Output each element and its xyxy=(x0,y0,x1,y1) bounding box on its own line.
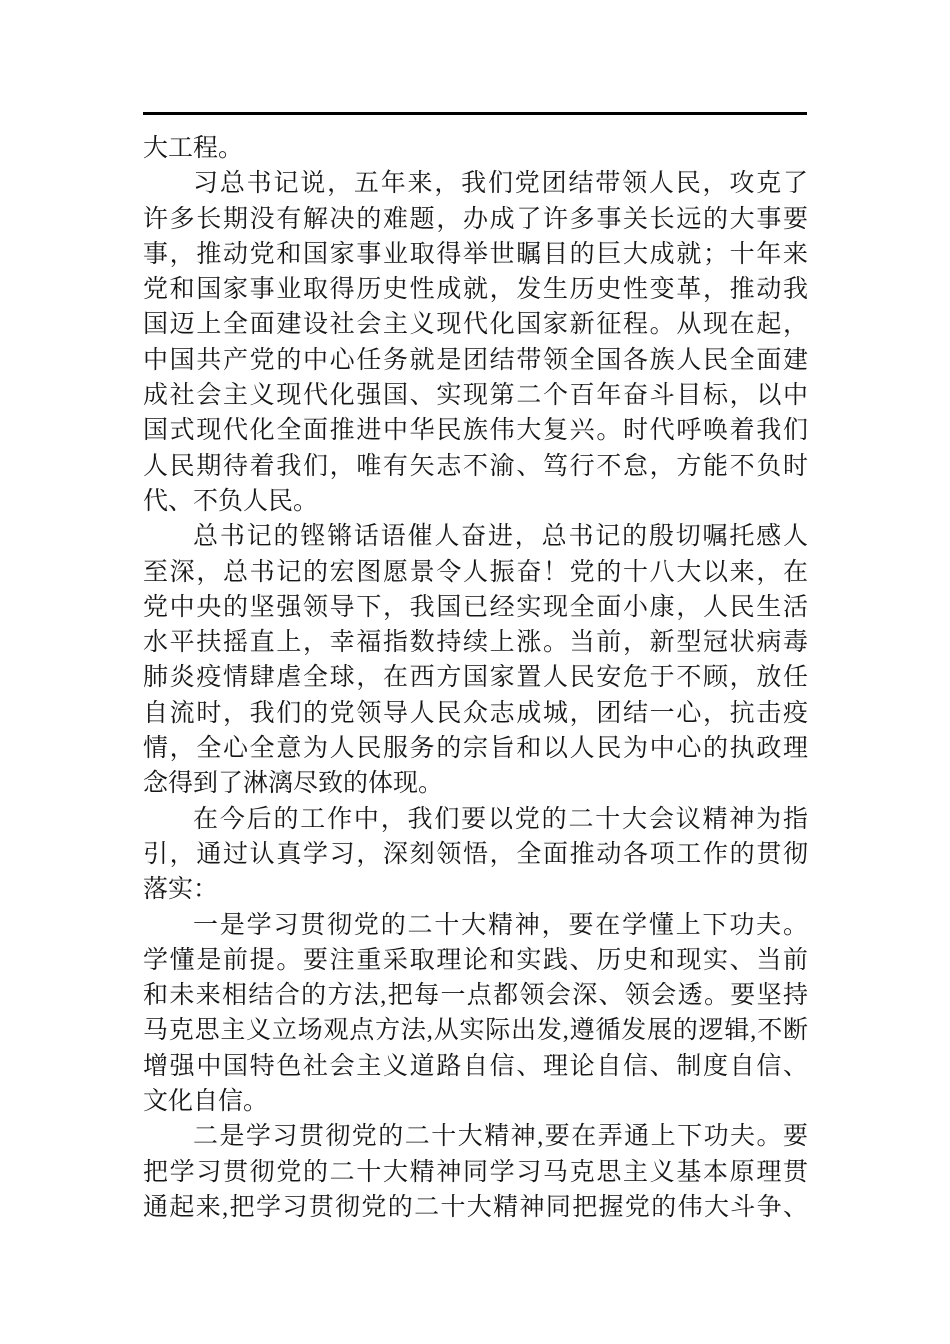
text-line: 代、不负人民。 xyxy=(143,487,319,515)
paragraph xyxy=(143,519,808,801)
text-line: 一是学习贯彻党的二十大精神，要在学懂上下功夫。 xyxy=(193,911,808,939)
text-line: 国式现代化全面推进中华民族伟大复兴。时代呼唤着我们 xyxy=(143,417,808,445)
text-line: 许多长期没有解决的难题，办成了许多事关长远的大事要 xyxy=(143,205,808,233)
text-line: 肺炎疫情肆虐全球，在西方国家置人民安危于不顾，放任 xyxy=(143,664,808,692)
text-line: 马克思主义立场观点方法,从实际出发,遵循发展的逻辑,不断 xyxy=(143,1017,808,1045)
text-line: 自流时，我们的党领导人民众志成城，团结一心，抗击疫 xyxy=(143,699,808,727)
text-line: 把学习贯彻党的二十大精神同学习马克思主义基本原理贯 xyxy=(143,1158,808,1186)
text-line: 情，全心全意为人民服务的宗旨和以人民为中心的执政理 xyxy=(143,735,808,763)
paragraph xyxy=(143,166,808,519)
paragraph xyxy=(143,131,808,166)
text-line: 大工程。 xyxy=(143,135,244,162)
text-line: 落实： xyxy=(143,876,219,904)
paragraph xyxy=(143,1119,808,1225)
text-line: 和未来相结合的方法,把每一点都领会深、领会透。要坚持 xyxy=(143,982,808,1010)
paragraph xyxy=(143,908,808,1120)
text-line: 通起来,把学习贯彻党的二十大精神同把握党的伟大斗争、 xyxy=(143,1193,808,1221)
text-line: 至深，总书记的宏图愿景令人振奋！党的十八大以来，在 xyxy=(143,558,808,586)
header-rule xyxy=(143,112,807,115)
text-line: 念得到了淋漓尽致的体现。 xyxy=(143,770,444,798)
text-line: 党中央的坚强领导下，我国已经实现全面小康，人民生活 xyxy=(143,593,808,621)
text-line: 国迈上全面建设社会主义现代化国家新征程。从现在起， xyxy=(143,311,808,339)
text-line: 水平扶摇直上，幸福指数持续上涨。当前，新型冠状病毒 xyxy=(143,629,808,657)
text-line: 人民期待着我们，唯有矢志不渝、笃行不怠，方能不负时 xyxy=(143,452,808,480)
text-line: 习总书记说，五年来，我们党团结带领人民，攻克了 xyxy=(193,170,808,198)
paragraph xyxy=(143,802,808,908)
text-line: 文化自信。 xyxy=(143,1088,269,1116)
text-line: 学懂是前提。要注重采取理论和实践、历史和现实、当前 xyxy=(143,946,808,974)
text-line: 党和国家事业取得历史性成就，发生历史性变革，推动我 xyxy=(143,276,808,304)
text-line: 引，通过认真学习，深刻领悟，全面推动各项工作的贯彻 xyxy=(143,840,808,868)
text-line: 事，推动党和国家事业取得举世瞩目的巨大成就；十年来 xyxy=(143,240,808,268)
text-line: 增强中国特色社会主义道路自信、理论自信、制度自信、 xyxy=(143,1052,808,1080)
text-line: 成社会主义现代化强国、实现第二个百年奋斗目标，以中 xyxy=(143,382,808,410)
text-line: 在今后的工作中，我们要以党的二十大会议精神为指 xyxy=(193,805,808,833)
text-line: 中国共产党的中心任务就是团结带领全国各族人民全面建 xyxy=(143,346,808,374)
text-body xyxy=(143,131,808,1225)
text-line: 二是学习贯彻党的二十大精神,要在弄通上下功夫。要 xyxy=(193,1123,808,1151)
text-line: 总书记的铿锵话语催人奋进，总书记的殷切嘱托感人 xyxy=(193,523,808,551)
